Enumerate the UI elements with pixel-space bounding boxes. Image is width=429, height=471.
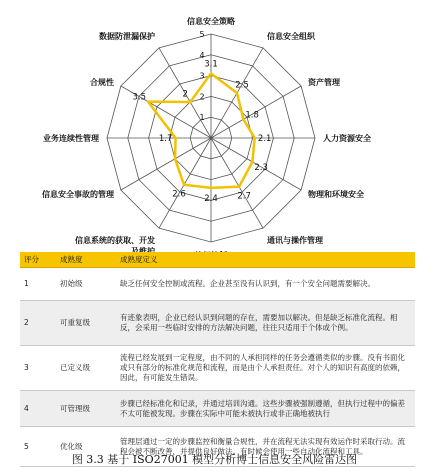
definition-cell: 流程已经发展到一定程度，由不同的人承担同样的任务会遵循类似的步骤。没有书面化或只有部分的标准化规范和流程，而是由个人承担责任。对个人的知识有高度的依赖，因此，有可能发生错误。 — [116, 346, 415, 391]
axis-label: 通讯与操作管理 — [267, 236, 323, 245]
data-point — [189, 101, 191, 103]
score-cell: 5 — [20, 427, 56, 467]
definition-cell: 有迹象表明，企业已经认识到问题的存在，需要加以解决。但是缺乏标准化流程。相反，会采用一些临时安排的方法解决问题，往往只适用于个体或个例。 — [116, 301, 415, 346]
level-cell: 可重复级 — [56, 301, 116, 346]
data-point — [174, 158, 176, 160]
axis-label: 信息系统的获取、开发 — [75, 236, 155, 245]
data-label: 2.1 — [257, 134, 272, 144]
data-point — [238, 185, 240, 187]
tick-label: 5 — [199, 30, 205, 39]
level-cell: 优化级 — [56, 427, 116, 467]
data-point — [254, 137, 256, 139]
table-row — [20, 391, 415, 427]
data-point — [174, 137, 176, 139]
tick-label: 1 — [199, 113, 205, 123]
header-level: 成熟度 — [56, 252, 116, 268]
axis-label: 信息安全策略 — [187, 17, 235, 26]
definition-cell: 管理层通过一定的步骤监控和衡量合规性，并在流程无法实现有效运作时采取行动。流程会被不断改善，并提供良好做法。有时候会使用一些自动化流程和工具。 — [116, 427, 415, 467]
figure-caption: 图 3.3 基于 ISO27001 模型分析博士信息安全风险雷达图 — [71, 453, 358, 466]
table-row — [20, 346, 415, 391]
axis-label: 物理和环境安全 — [308, 190, 364, 199]
data-label: 2.6 — [172, 189, 186, 200]
axis-label: 业务连续性管理 — [43, 134, 99, 143]
axis-label: 人力资源安全 — [323, 134, 371, 143]
table-header-row — [20, 252, 415, 268]
data-label: 2.5 — [235, 80, 249, 91]
data-point — [147, 100, 149, 102]
score-cell: 4 — [20, 391, 56, 427]
score-cell: 3 — [20, 346, 56, 391]
tick-label: 3 — [199, 71, 205, 81]
maturity-table — [20, 252, 415, 467]
table-row — [20, 301, 415, 346]
data-label: 2.3 — [254, 162, 268, 173]
data-point — [242, 118, 244, 120]
data-label: 1.7 — [158, 134, 173, 144]
data-label: 3.1 — [204, 59, 218, 70]
level-cell: 初始级 — [56, 268, 116, 301]
level-cell: 可管理级 — [56, 391, 116, 427]
score-cell: 1 — [20, 268, 56, 301]
radar-tick-labels — [199, 30, 204, 122]
data-point — [251, 161, 253, 163]
data-point — [183, 184, 185, 186]
tick-label: 4 — [199, 50, 205, 60]
table-row — [20, 268, 415, 301]
data-point — [210, 72, 212, 74]
definition-cell: 步骤已经标准化和记录，并通过培训沟通。这些步骤被强制遵循，但执行过程中的偏差不太可能被发现。步骤在实际中可能未被执行或非正确地被执行 — [116, 391, 415, 427]
axis-label: 合规性 — [90, 78, 114, 87]
tick-label: 2 — [199, 92, 205, 102]
data-label: 2.7 — [237, 191, 251, 202]
data-label: 2.4 — [204, 193, 218, 204]
header-score: 评分 — [20, 252, 56, 268]
axis-label: 信息安全组织 — [267, 32, 315, 41]
data-point — [210, 187, 212, 189]
axis-label: 数据防泄漏保护 — [99, 32, 155, 41]
score-cell: 2 — [20, 301, 56, 346]
data-label: 2 — [182, 89, 188, 100]
data-point — [236, 92, 238, 94]
header-definition: 成熟度定义 — [116, 252, 415, 268]
axis-label: 资产管理 — [308, 78, 340, 87]
axis-label: 信息安全事故的管理 — [42, 190, 114, 199]
data-label: 1.8 — [245, 110, 259, 121]
data-label: 3.5 — [132, 92, 147, 103]
definition-cell: 缺乏任何安全控制或流程。企业甚至没有认识到，有一个安全问题需要解决。 — [116, 268, 415, 301]
level-cell: 已定义级 — [56, 346, 116, 391]
